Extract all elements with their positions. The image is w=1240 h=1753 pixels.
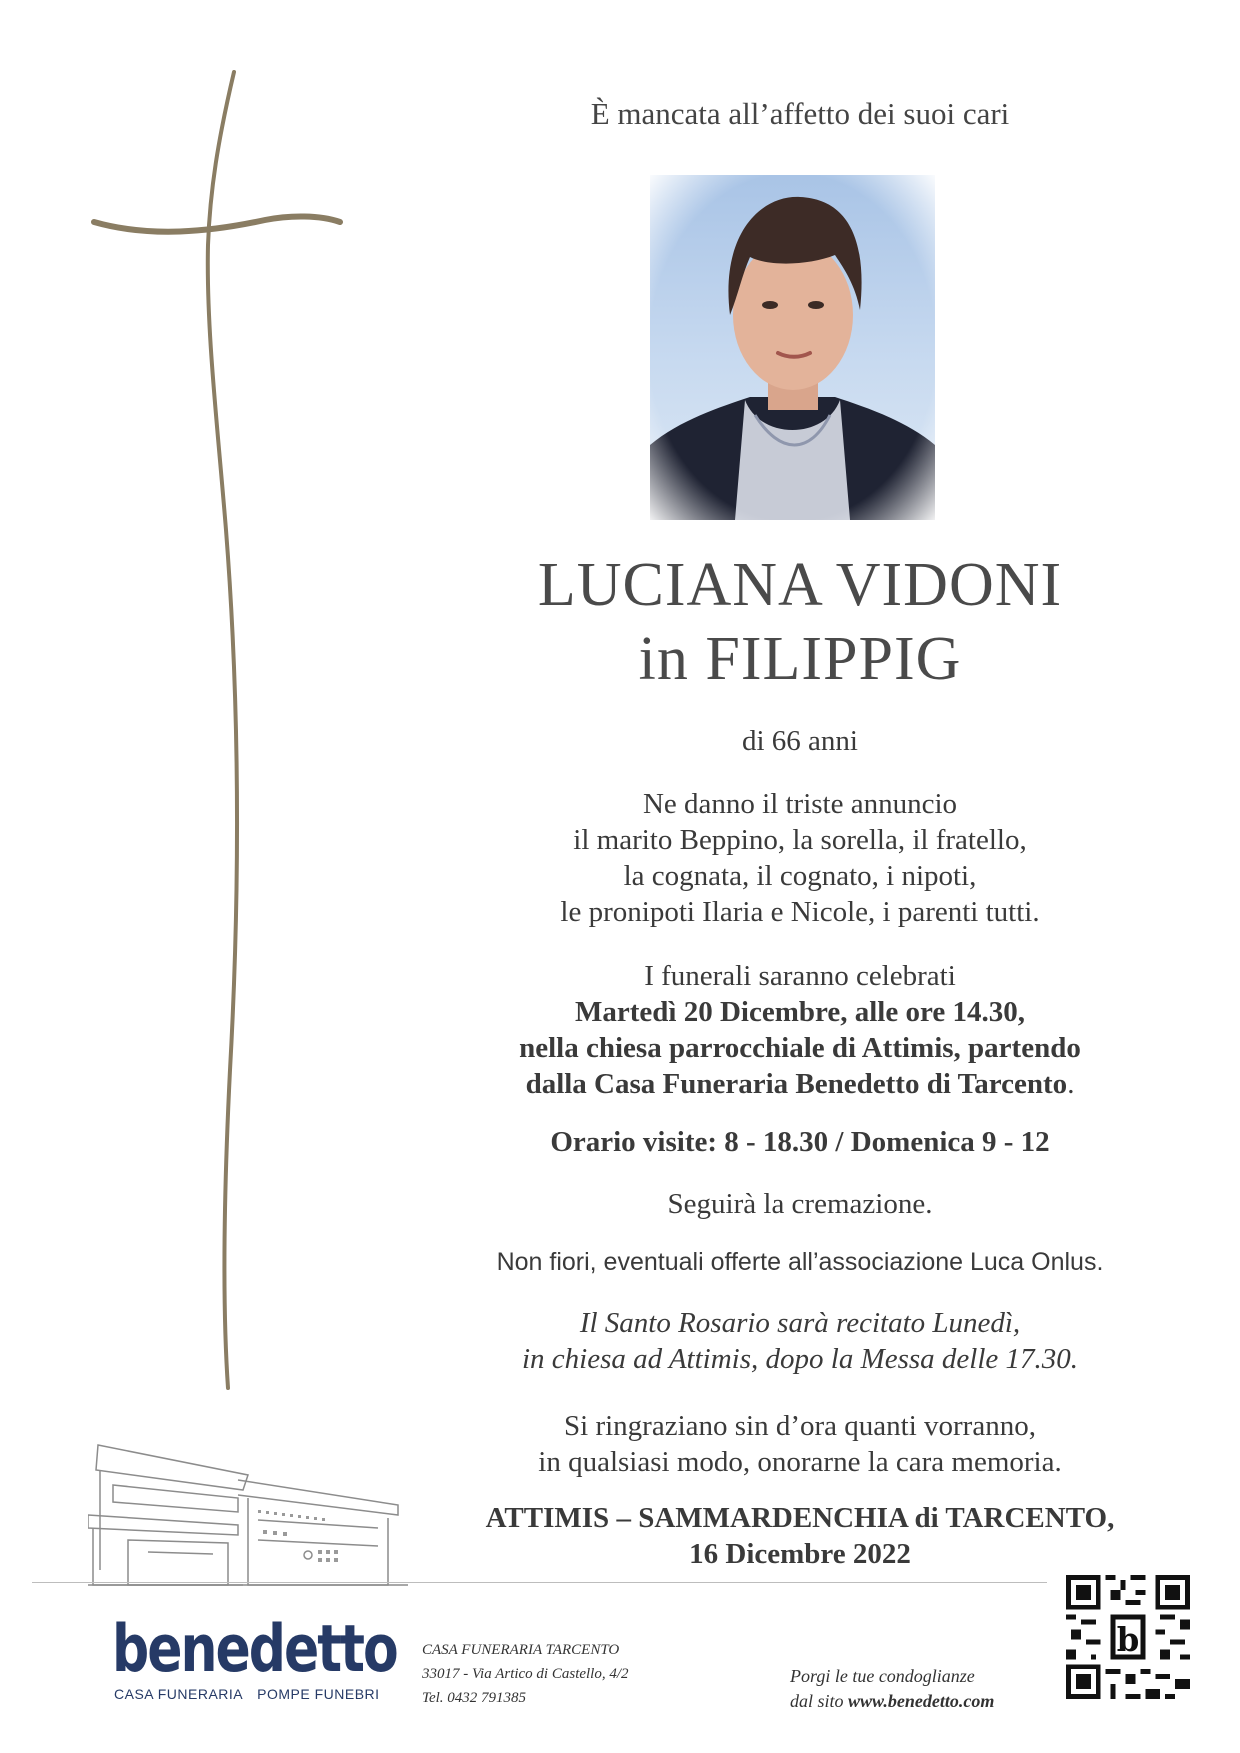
thanks-paragraph (440, 1408, 1160, 1480)
website-link[interactable]: www.benedetto.com (848, 1691, 995, 1711)
announcement-line: il marito Beppino, la sorella, il fratello, (573, 824, 1027, 856)
logo-subtitle-2: POMPE FUNEBRI (257, 1686, 380, 1702)
cross-icon (90, 70, 350, 1390)
announcement-line: le pronipoti Ilaria e Nicole, i parenti tutti. (560, 896, 1040, 928)
rosary-line: Il Santo Rosario sarà recitato Lunedì, (579, 1307, 1021, 1339)
funeral-detail-line: nella chiesa parrocchiale di Attimis, partendo (519, 1032, 1081, 1064)
visiting-hours: Orario visite: 8 - 18.30 / Domenica 9 - 12 (550, 1126, 1050, 1158)
deceased-name (440, 548, 1160, 696)
rosary-line: in chiesa ad Attimis, dopo la Messa delle 17.30. (521, 1343, 1079, 1375)
address-line: Tel. 0432 791385 (422, 1690, 527, 1706)
announcement-line: Ne danno il triste annuncio (642, 788, 958, 820)
address-line: CASA FUNERARIA TARCENTO (422, 1642, 620, 1658)
announcement-paragraph (440, 786, 1160, 930)
funeral-intro: I funerali saranno celebrati (644, 960, 956, 992)
benedetto-logo: benedetto (112, 1612, 397, 1687)
address-line: 33017 - Via Artico di Castello, 4/2 (422, 1666, 629, 1682)
funeral-home-address (422, 1638, 629, 1710)
qr-code-icon[interactable] (1066, 1575, 1190, 1699)
footer-divider (32, 1582, 1047, 1583)
funeral-home-building-icon (88, 1440, 408, 1590)
flowers-note: Non fiori, eventuali offerte all’associazione Luca Onlus. (496, 1248, 1104, 1276)
announcement-line: la cognata, il cognato, i nipoti, (623, 860, 977, 892)
condolences-prefix: dal sito (790, 1691, 844, 1711)
thanks-line: in qualsiasi modo, onorarne la cara memoria. (538, 1446, 1062, 1478)
funeral-detail-line: Martedì 20 Dicembre, alle ore 14.30, (575, 996, 1025, 1028)
funeral-paragraph (440, 958, 1160, 1102)
intro-text: È mancata all’affetto dei suoi cari (590, 96, 1010, 131)
thanks-line: Si ringraziano sin d’ora quanti vorranno, (564, 1410, 1036, 1442)
logo-subtitle-1: CASA FUNERARIA (114, 1686, 244, 1702)
logo-subtitle (114, 1686, 394, 1702)
place-text: ATTIMIS – SAMMARDENCHIA di TARCENTO, (485, 1502, 1115, 1534)
cremation-text: Seguirà la cremazione. (667, 1188, 933, 1220)
condolences-text (790, 1664, 1080, 1714)
date-text: 16 Dicembre 2022 (689, 1538, 911, 1570)
condolences-line-1: Porgi le tue condoglianze (790, 1666, 975, 1686)
rosary-paragraph (440, 1305, 1160, 1377)
funeral-period: . (1067, 1068, 1075, 1100)
age-text: di 66 anni (742, 725, 858, 757)
deceased-name-line-1: LUCIANA VIDONI (537, 551, 1063, 619)
portrait-photo (650, 175, 935, 520)
funeral-detail-line: dalla Casa Funeraria Benedetto di Tarcento (525, 1068, 1068, 1100)
svg-text:b: b (1116, 1620, 1140, 1659)
place-and-date (440, 1500, 1160, 1572)
deceased-name-line-2: in FILIPPIG (638, 625, 962, 693)
